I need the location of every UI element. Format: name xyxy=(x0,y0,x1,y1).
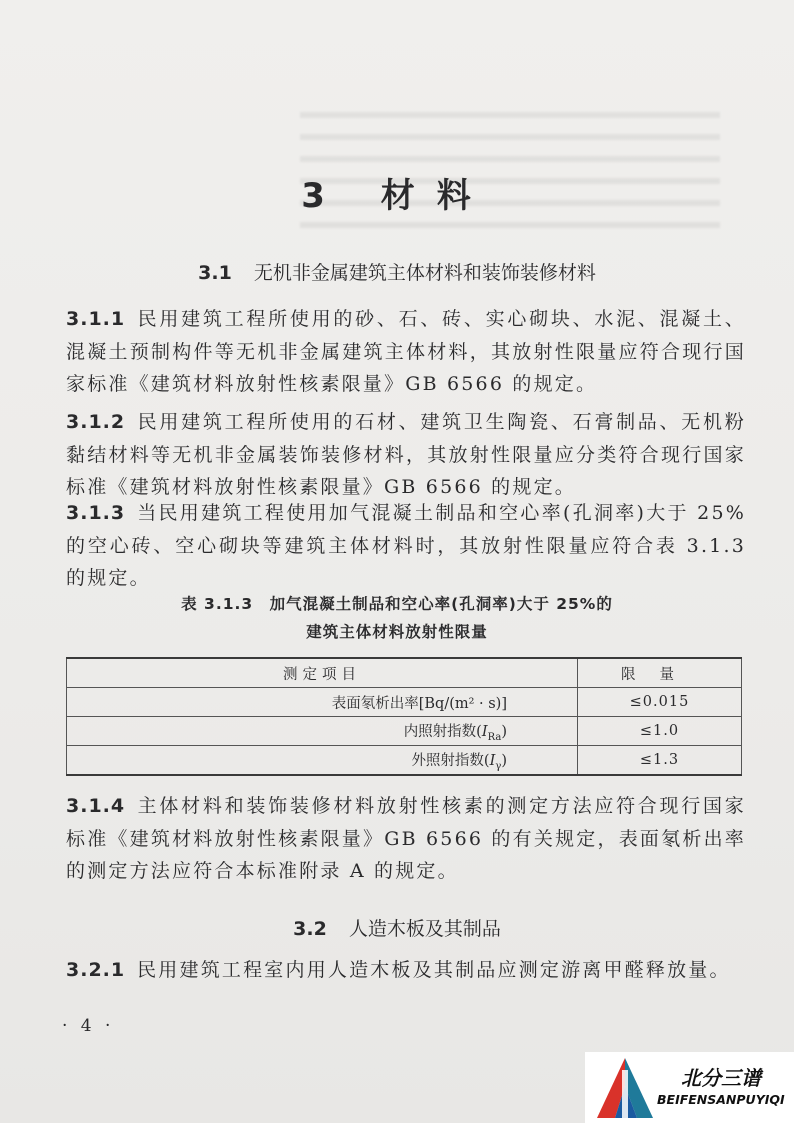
watermark-name-cn: 北分三谱 xyxy=(681,1066,761,1090)
clause-number: 3.2.1 xyxy=(66,959,126,981)
header-item: 测定项目 xyxy=(67,658,578,688)
clause-3-1-2 xyxy=(66,406,746,504)
row-item: 表面氡析出率[Bq/(m² · s)] xyxy=(67,688,578,717)
clause-3-1-4 xyxy=(66,790,746,888)
row-item: 外照射指数$(I_\gamma)$ xyxy=(67,746,578,776)
clause-text: 当民用建筑工程使用加气混凝土制品和空心率(孔洞率)大于 25% 的空心砖、空心砌块等建筑主体材料时，其放射性限量应符合表 3.1.3 的规定。 xyxy=(66,502,746,589)
table-header-row xyxy=(67,658,742,688)
chapter-heading xyxy=(0,168,794,217)
chapter-title: 材料 xyxy=(380,176,493,216)
clause-3-1-1 xyxy=(66,303,746,401)
section-heading-3-1 xyxy=(0,258,794,285)
chapter-number: 3 xyxy=(301,176,347,216)
clause-number: 3.1.3 xyxy=(66,502,126,524)
watermark-logo xyxy=(585,1052,794,1123)
limits-table xyxy=(66,657,742,776)
clause-text: 主体材料和装饰装修材料放射性核素的测定方法应符合现行国家标准《建筑材料放射性核素限量》GB 6566 的有关规定，表面氡析出率的测定方法应符合本标准附录 A 的规定。 xyxy=(66,795,746,882)
row-limit: ≤1.0 xyxy=(578,717,742,746)
section-title: 无机非金属建筑主体材料和装饰装修材料 xyxy=(253,262,596,284)
row-limit: ≤1.3 xyxy=(578,746,742,776)
clause-3-1-3 xyxy=(66,497,746,595)
clause-number: 3.1.1 xyxy=(66,308,126,330)
table-row xyxy=(67,717,742,746)
section-number: 3.2 xyxy=(293,918,327,940)
header-limit: 限量 xyxy=(578,658,742,688)
row-limit: ≤0.015 xyxy=(578,688,742,717)
table-caption-line2: 建筑主体材料放射性限量 xyxy=(306,623,488,641)
watermark-name-en: BEIFENSANPUYIQI xyxy=(657,1092,785,1107)
row-item: 内照射指数$(I_{Ra})$ xyxy=(67,717,578,746)
section-heading-3-2 xyxy=(0,914,794,941)
page-number: · 4 · xyxy=(62,1016,115,1036)
table-row xyxy=(67,688,742,717)
section-number: 3.1 xyxy=(198,262,232,284)
clause-3-2-1 xyxy=(66,954,746,987)
clause-text: 民用建筑工程所使用的石材、建筑卫生陶瓷、石膏制品、无机粉黏结材料等无机非金属装饰装修材料，其放射性限量应分类符合现行国家标准《建筑材料放射性核素限量》GB 6566 的规定。 xyxy=(66,411,746,498)
clause-text: 民用建筑工程室内用人造木板及其制品应测定游离甲醛释放量。 xyxy=(137,959,731,981)
clause-text: 民用建筑工程所使用的砂、石、砖、实心砌块、水泥、混凝土、混凝土预制构件等无机非金属建筑主体材料，其放射性限量应符合现行国家标准《建筑材料放射性核素限量》GB 6566 的规定。 xyxy=(66,308,746,395)
clause-number: 3.1.4 xyxy=(66,795,126,817)
clause-number: 3.1.2 xyxy=(66,411,126,433)
tower-logo-icon xyxy=(593,1056,657,1120)
section-title: 人造木板及其制品 xyxy=(348,918,501,940)
table-caption xyxy=(0,590,794,646)
table-caption-line1: 表 3.1.3 加气混凝土制品和空心率(孔洞率)大于 25%的 xyxy=(181,595,613,613)
table-row xyxy=(67,746,742,776)
